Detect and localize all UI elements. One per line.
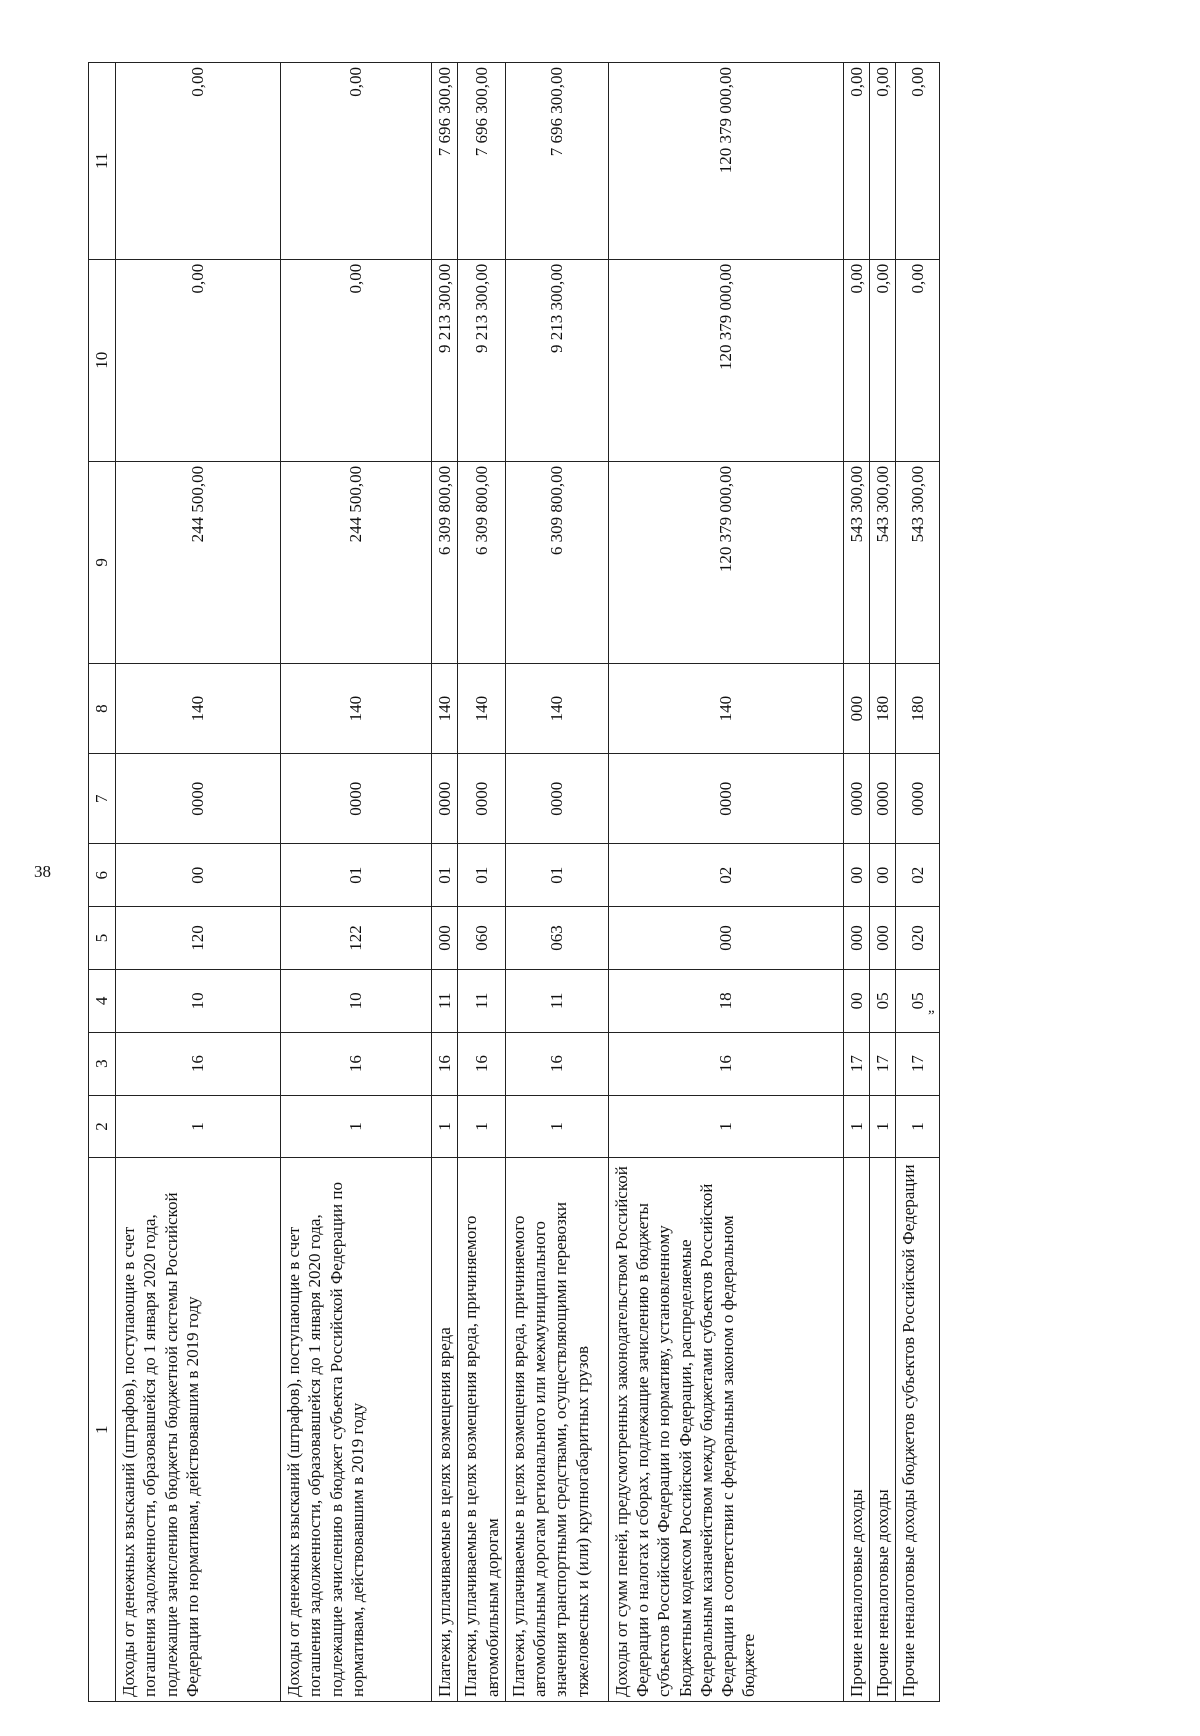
cell-col-4: 11 bbox=[505, 969, 608, 1032]
cell-col-3: 17 bbox=[843, 1032, 869, 1095]
cell-col-3: 17 bbox=[870, 1032, 896, 1095]
table-row bbox=[116, 63, 281, 1702]
column-header: 2 bbox=[89, 1095, 116, 1158]
rotated-page-content bbox=[88, 62, 1034, 1702]
header-row bbox=[89, 63, 116, 1702]
cell-col-9: 543 300,00 bbox=[870, 461, 896, 663]
cell-col-5: 063 bbox=[505, 907, 608, 970]
cell-col-2: 1 bbox=[843, 1095, 869, 1158]
cell-col-7: 0000 bbox=[432, 754, 458, 844]
cell-col-4: 18 bbox=[608, 969, 843, 1032]
column-header: 10 bbox=[89, 259, 116, 461]
cell-col-6: 01 bbox=[432, 844, 458, 907]
cell-col-2: 1 bbox=[432, 1095, 458, 1158]
cell-col-8: 140 bbox=[458, 663, 506, 753]
cell-col-9: 6 309 800,00 bbox=[432, 461, 458, 663]
cell-col-11: 7 696 300,00 bbox=[458, 63, 506, 260]
cell-col-8: 140 bbox=[116, 663, 281, 753]
cell-col-5: 020 bbox=[896, 907, 940, 970]
row-description: Доходы от денежных взысканий (штрафов), поступающие в счет погашения задолженности, образовавшейся до 1 января 2020 года, подлежащие зачислению в бюджет субъекта Российской Федерации по нормативам, действовавшим в 2019 году bbox=[281, 1158, 432, 1702]
cell-col-4: 10 bbox=[281, 969, 432, 1032]
cell-col-8: 140 bbox=[505, 663, 608, 753]
row-description: Доходы от денежных взысканий (штрафов), поступающие в счет погашения задолженности, образовавшейся до 1 января 2020 года, подлежащие зачислению в бюджеты бюджетной системы Российской Федерации по нормативам, действовавшим в 2019 году bbox=[116, 1158, 281, 1702]
cell-col-5: 000 bbox=[870, 907, 896, 970]
cell-col-11: 7 696 300,00 bbox=[505, 63, 608, 260]
cell-col-3: 16 bbox=[432, 1032, 458, 1095]
cell-col-4: 10 bbox=[116, 969, 281, 1032]
cell-col-4: 05 bbox=[870, 969, 896, 1032]
cell-col-10: 9 213 300,00 bbox=[432, 259, 458, 461]
cell-col-5: 060 bbox=[458, 907, 506, 970]
cell-col-4: 05 bbox=[896, 969, 940, 1032]
cell-col-6: 01 bbox=[281, 844, 432, 907]
cell-col-6: 02 bbox=[608, 844, 843, 907]
cell-col-6: 00 bbox=[843, 844, 869, 907]
cell-col-6: 00 bbox=[116, 844, 281, 907]
cell-col-11: 0,00 bbox=[843, 63, 869, 260]
cell-col-11: 0,00 bbox=[896, 63, 940, 260]
cell-col-9: 543 300,00 bbox=[896, 461, 940, 663]
column-header: 9 bbox=[89, 461, 116, 663]
cell-col-6: 01 bbox=[458, 844, 506, 907]
cell-col-10: 120 379 000,00 bbox=[608, 259, 843, 461]
cell-col-7: 0000 bbox=[843, 754, 869, 844]
column-header: 1 bbox=[89, 1158, 116, 1702]
cell-col-3: 16 bbox=[505, 1032, 608, 1095]
cell-col-9: 244 500,00 bbox=[116, 461, 281, 663]
cell-col-10: 0,00 bbox=[870, 259, 896, 461]
cell-col-2: 1 bbox=[116, 1095, 281, 1158]
cell-col-11: 120 379 000,00 bbox=[608, 63, 843, 260]
cell-col-6: 01 bbox=[505, 844, 608, 907]
column-header: 8 bbox=[89, 663, 116, 753]
cell-col-9: 6 309 800,00 bbox=[458, 461, 506, 663]
cell-col-4: 00 bbox=[843, 969, 869, 1032]
cell-col-5: 000 bbox=[843, 907, 869, 970]
cell-col-9: 244 500,00 bbox=[281, 461, 432, 663]
cell-col-9: 120 379 000,00 bbox=[608, 461, 843, 663]
cell-col-10: 9 213 300,00 bbox=[505, 259, 608, 461]
cell-col-10: 0,00 bbox=[896, 259, 940, 461]
row-description: Платежи, уплачиваемые в целях возмещения вреда bbox=[432, 1158, 458, 1702]
cell-col-3: 16 bbox=[116, 1032, 281, 1095]
cell-col-8: 140 bbox=[608, 663, 843, 753]
table-row bbox=[432, 63, 458, 1702]
column-header: 5 bbox=[89, 907, 116, 970]
cell-col-3: 16 bbox=[608, 1032, 843, 1095]
row-description: Прочие неналоговые доходы бюджетов субъектов Российской Федерации bbox=[896, 1158, 940, 1702]
cell-col-8: 180 bbox=[870, 663, 896, 753]
page-number: 38 bbox=[34, 862, 51, 881]
cell-col-11: 7 696 300,00 bbox=[432, 63, 458, 260]
cell-col-3: 16 bbox=[458, 1032, 506, 1095]
cell-col-7: 0000 bbox=[505, 754, 608, 844]
cell-col-2: 1 bbox=[458, 1095, 506, 1158]
cell-col-8: 000 bbox=[843, 663, 869, 753]
table-row bbox=[896, 63, 940, 1702]
cell-col-8: 140 bbox=[281, 663, 432, 753]
row-description: Прочие неналоговые доходы bbox=[843, 1158, 869, 1702]
row-description: Доходы от сумм пеней, предусмотренных законодательством Российской Федерации о налогах и сборах, подлежащие зачислению в бюджеты субъектов Российской Федерации по нормативу, установленному Бюджетным кодексом Российской Федерации, распределяемые Федеральным казначейством между бюджетами субъектов Российской Федерации в соответствии с федеральным законом о федеральном бюджете bbox=[608, 1158, 843, 1702]
cell-col-6: 00 bbox=[870, 844, 896, 907]
cell-col-7: 0000 bbox=[458, 754, 506, 844]
cell-col-4: 11 bbox=[458, 969, 506, 1032]
cell-col-10: 0,00 bbox=[843, 259, 869, 461]
row-description: Платежи, уплачиваемые в целях возмещения вреда, причиняемого автомобильным дорогам регионального или межмуниципального значения транспортными средствами, осуществляющими перевозки тяжеловесных и (или) крупногабаритных грузов bbox=[505, 1158, 608, 1702]
cell-col-2: 1 bbox=[870, 1095, 896, 1158]
column-header: 6 bbox=[89, 844, 116, 907]
cell-col-8: 140 bbox=[432, 663, 458, 753]
cell-col-11: 0,00 bbox=[870, 63, 896, 260]
cell-col-7: 0000 bbox=[116, 754, 281, 844]
cell-col-10: 0,00 bbox=[281, 259, 432, 461]
cell-col-4: 11 bbox=[432, 969, 458, 1032]
cell-col-10: 9 213 300,00 bbox=[458, 259, 506, 461]
cell-col-5: 000 bbox=[608, 907, 843, 970]
table-row bbox=[608, 63, 843, 1702]
row-description: Прочие неналоговые доходы bbox=[870, 1158, 896, 1702]
cell-col-8: 180 bbox=[896, 663, 940, 753]
cell-col-11: 0,00 bbox=[281, 63, 432, 260]
column-header: 4 bbox=[89, 969, 116, 1032]
cell-col-2: 1 bbox=[281, 1095, 432, 1158]
column-header: 11 bbox=[89, 63, 116, 260]
revenue-table bbox=[88, 62, 940, 1702]
cell-col-3: 17 bbox=[896, 1032, 940, 1095]
table-row bbox=[870, 63, 896, 1702]
cell-col-11: 0,00 bbox=[116, 63, 281, 260]
cell-col-5: 122 bbox=[281, 907, 432, 970]
cell-col-7: 0000 bbox=[896, 754, 940, 844]
cell-col-9: 6 309 800,00 bbox=[505, 461, 608, 663]
table-row bbox=[458, 63, 506, 1702]
closing-quote-mark: ” bbox=[928, 1008, 935, 1024]
column-header: 3 bbox=[89, 1032, 116, 1095]
cell-col-5: 120 bbox=[116, 907, 281, 970]
cell-col-10: 0,00 bbox=[116, 259, 281, 461]
cell-col-9: 543 300,00 bbox=[843, 461, 869, 663]
cell-col-2: 1 bbox=[608, 1095, 843, 1158]
cell-col-5: 000 bbox=[432, 907, 458, 970]
table-row bbox=[505, 63, 608, 1702]
table-row bbox=[281, 63, 432, 1702]
column-header: 7 bbox=[89, 754, 116, 844]
cell-col-7: 0000 bbox=[870, 754, 896, 844]
cell-col-2: 1 bbox=[505, 1095, 608, 1158]
row-description: Платежи, уплачиваемые в целях возмещения вреда, причиняемого автомобильным дорогам bbox=[458, 1158, 506, 1702]
table-row bbox=[843, 63, 869, 1702]
cell-col-7: 0000 bbox=[281, 754, 432, 844]
cell-col-7: 0000 bbox=[608, 754, 843, 844]
cell-col-6: 02 bbox=[896, 844, 940, 907]
cell-col-3: 16 bbox=[281, 1032, 432, 1095]
cell-col-2: 1 bbox=[896, 1095, 940, 1158]
